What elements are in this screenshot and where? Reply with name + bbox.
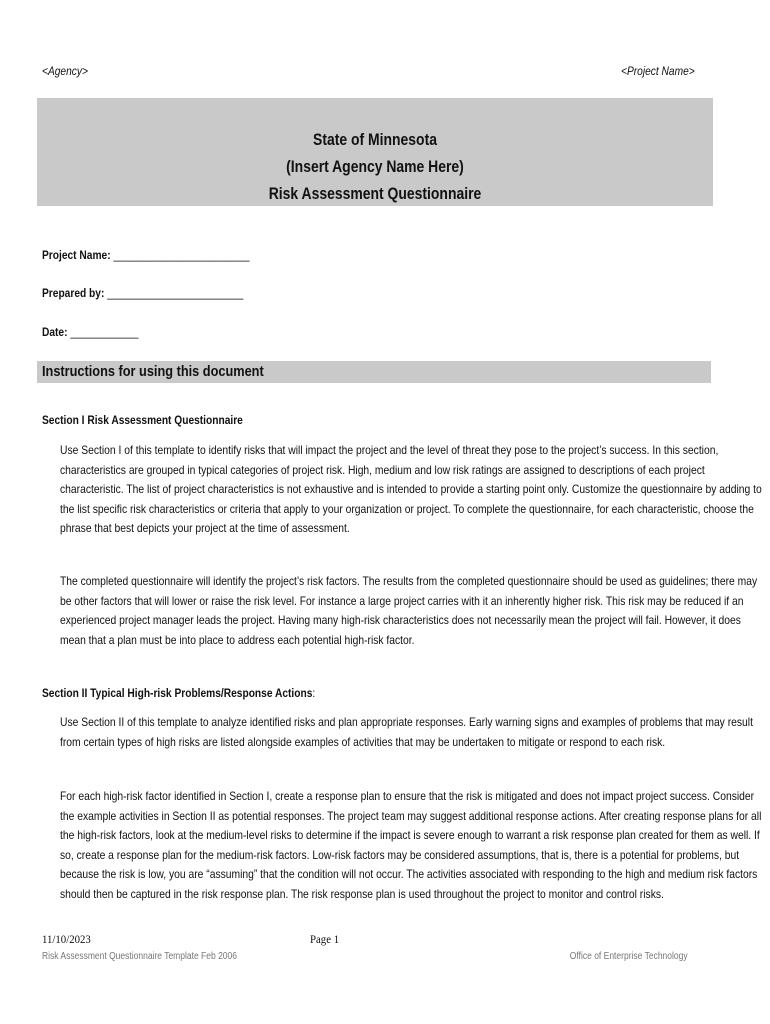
instructions-heading: Instructions for using this document [42,363,264,380]
section-1-paragraph-1 [60,441,762,539]
paragraph-line: Use Section II of this template to analyze identified risks and plan appropriate responses. Early warning signs and examples of problems that may result [60,715,753,729]
paragraph-line: the high-risk factors, look at the medium-level risks to determine if the impact is severe enough to warrant a risk response plan created for them as well. If [60,828,760,842]
paragraph-line: experienced project manager leads the project. Having many high-risk characteristics does not necessarily mean the project will fail. However, it does [60,613,741,627]
paragraph-line: so, create a response plan for the medium-risk factors. Low-risk factors may be considered assumptions, that is, there is a potential for problems, but [60,847,740,862]
paragraph-line: mean that a plan must be into place to address each potential high-risk factor. [60,632,415,647]
section-2-paragraph-2 [60,787,762,904]
title-state: State of Minnesota [313,130,437,149]
paragraph-line: characteristic. The list of project characteristics is not exhaustive and is intended to provide a starting point only. Customize the questionnaire by adding to [60,482,762,496]
date-blank[interactable]: ____________ [70,325,139,339]
project-name-label: Project Name: [42,248,111,262]
footer-template-name: Risk Assessment Questionnaire Template Feb 2006 [42,951,237,962]
prepared-by-blank[interactable]: ________________________ [107,286,244,300]
footer-page-number: Page 1 [310,932,340,946]
instructions-heading-bar [37,361,711,383]
document-title-block [37,98,713,206]
prepared-by-label: Prepared by: [42,286,105,300]
prepared-by-field[interactable] [42,286,243,300]
project-name-blank[interactable]: ________________________ [113,248,250,262]
date-field[interactable] [42,325,138,339]
date-label: Date: [42,325,68,339]
title-document: Risk Assessment Questionnaire [268,184,482,203]
header-agency: <Agency> [42,64,88,78]
section-1-paragraph-2 [60,572,758,650]
paragraph-line: be other factors that will lower or raise the risk level. For instance a large project carries with it an inherently higher risk. This risk may be reduced if an [60,593,744,608]
paragraph-line: For each high-risk factor identified in Section I, create a response plan to ensure that the risk is mitigated and does not impact project success. Consider [60,789,755,803]
header-project-name: <Project Name> [621,64,695,78]
section-1-heading: Section I Risk Assessment Questionnaire [42,413,243,427]
section-2-paragraph-1 [60,713,753,752]
footer-date: 11/10/2023 [42,932,91,946]
paragraph-line: the list specific risk characteristics or criteria that apply to your organization or project. To complete the questionnaire, for each characteristic, choose the [60,501,754,516]
footer-office: Office of Enterprise Technology [570,951,688,962]
paragraph-line: The completed questionnaire will identify the project’s risk factors. The results from the completed questionnaire should be used as guidelines; there may [60,574,758,588]
paragraph-line: because the risk is low, you are “assuming” that the condition will not occur. The activities associated with responding to the high and medium risk factors [60,867,758,881]
paragraph-line: Use Section I of this template to identify risks that will impact the project and the level of threat they pose to the project’s success. In this section, [60,443,719,457]
paragraph-line: the example activities in Section II as potential responses. The project team may suggest additional response actions. After creating response plans for all [60,808,762,823]
paragraph-line: characteristics are grouped in typical categories of project risk. High, medium and low risk ratings are assigned to descriptions of each project [60,462,705,477]
section-2-heading-text: Section II Typical High-risk Problems/Response Actions [42,686,313,700]
section-2-heading-colon: : [312,686,316,700]
paragraph-line: phrase that best depicts your project at the time of assessment. [60,521,350,535]
section-2-heading [42,686,315,700]
paragraph-line: should then be captured in the risk response plan. The risk response plan is used throughout the project to monitor and control risks. [60,886,664,901]
project-name-field[interactable] [42,248,250,262]
paragraph-line: from certain types of high risks are listed alongside examples of activities that may be undertaken to mitigate or respond to each risk. [60,734,666,749]
title-agency: (Insert Agency Name Here) [286,157,464,176]
